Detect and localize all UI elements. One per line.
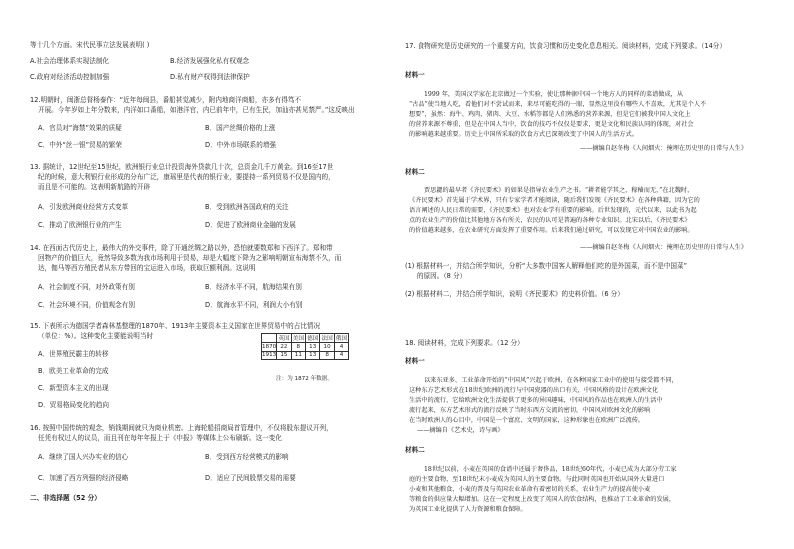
material-line: 贾思勰的最早者《齐民要术》的如果是指导农业生产之书。“耕者能学其之，稼穑而无，”在北魏时，	[424, 187, 694, 194]
material-line: 的价值越来越多，在农业研究方面发挥了重要作用。后来我们通过研究，可以发现它对中国农业的影响。	[409, 227, 694, 234]
table-header-cell: 德国	[306, 334, 320, 343]
table-header-cell	[262, 334, 277, 343]
table-cell: 1870	[262, 343, 277, 350]
q11-option-d[interactable]: D.私有财产权得到法律保护	[170, 73, 250, 81]
material-label: 材料二	[405, 446, 425, 454]
material-line: 以来东亚多、工业革命开始的“中国风”兴起于欧洲，在各种国家工业中的使用与接受都不同，	[424, 377, 678, 384]
q11-option-c[interactable]: C.政府对经济活动控制加强	[30, 73, 110, 81]
material-line: 流行起来，东方艺术形式的流行反映了当时东西方交流的密切，中国风对欧洲文化的影响	[409, 407, 651, 414]
q16-stem-1: 16. 按照中国传统的观念，销钱期间就只为商业机密。上海轮船招商局首管理中，不仅将股东提议开列，	[30, 424, 333, 432]
q14-option-d[interactable]: D．航海水平不同，利润大小有别	[205, 301, 303, 309]
material-label: 材料二	[405, 168, 425, 176]
q11-option-a[interactable]: A.社会治理体系实现法制化	[30, 57, 110, 65]
q17-ask-1-cont: 的原因。（8 分）	[417, 272, 467, 280]
q16-option-d[interactable]: D．适应了民间股票交易的需要	[205, 474, 296, 482]
table-cell: 11	[291, 351, 305, 360]
table-row	[262, 343, 349, 352]
table-note: 注：为 1872 年数据。	[276, 376, 333, 382]
q13-stem-1: 13. 据统计，12世纪至15世纪，欧洲银行业总计投资海外贷款几十次，总资金几千万黄金。到16至17世	[30, 163, 334, 171]
q16-stem-2: 任凭有权过人的议员，而且刊在每年年报上于《申报》等媒体上公布刷新。这一变化	[38, 434, 282, 442]
q14-option-c[interactable]: C．社会环境不同，价值观念有别	[38, 301, 135, 309]
q14-option-a[interactable]: A．社会制度不同，对外政策有别	[38, 283, 135, 291]
q12-stem-1: 12.明朝时，闽浙总督杨泰作：“近年每闽县，番船甚觉减少，附内地商洋商船，亦多有得笃不	[30, 96, 302, 104]
q14-option-b[interactable]: B．经济水平不同，航海结果有别	[205, 283, 302, 291]
q11-stem: 等十几个方面。宋代民事立法发展表明( )	[30, 41, 150, 49]
table-header-cell: 英国	[277, 334, 291, 343]
q13-stem-3: 而且是不可能的。这表明新航路的开辟	[38, 183, 151, 191]
q15-option-c[interactable]: C．新型资本主义的出现	[38, 384, 109, 392]
material-citation: ——摘编自赵冬梅《人间烟火：掩埋在历史里的日常与人生》	[580, 244, 748, 251]
q16-option-a[interactable]: A．继续了国人兴办实业的信心	[38, 453, 129, 461]
material-line: 小麦和其他粮食，小麦的普及与英国农业革命有着密切的关系，农业生产力的提高使小麦	[409, 486, 651, 493]
q12-option-a[interactable]: A．官员对“海禁”效果的质疑	[38, 124, 122, 132]
material-line: 的营养来源不尊重，但是在中国人当中，饮食的技巧不仅仅是要求，更是文化和民族认同的体现，对社会	[409, 121, 694, 128]
table-cell: 22	[277, 343, 291, 352]
q13-option-d[interactable]: D．促进了欧洲商业金融的发展	[205, 221, 296, 229]
q15-stem-2: （单位：%）。这种变化主要能说明当时	[38, 332, 154, 340]
material-citation: ——摘编自《艺术史，诗与画》	[417, 427, 504, 434]
table-cell: 13	[306, 351, 320, 360]
q15-option-a[interactable]: A．世界殖民霸主的转移	[38, 350, 109, 358]
q17-stem: 17. 食物研究是历史研究的一个重要方向，饮食习惯和历史变化息息相关。阅读材料，完成下列要求。（14分）	[405, 42, 726, 50]
q12-option-b[interactable]: B．国产丝绸价格的上涨	[205, 124, 276, 132]
material-label: 材料一	[405, 71, 425, 79]
material-line: 在当时欧洲人的心目中，中国是一个富庶、文明的国家，这种形象也在欧洲广泛流传。	[409, 417, 645, 424]
q12-option-c[interactable]: C．中外“丝一银”贸易的繁荣	[38, 141, 122, 149]
material-line: 的影响越来越重要。历史上中国所采取的饮食方式已深刻改变了中国人的生活方式。	[409, 131, 638, 138]
table-cell: 10	[320, 343, 334, 352]
q16-option-b[interactable]: B．受到西方经营模式的影响	[205, 453, 289, 461]
table-row	[262, 351, 349, 360]
material-line: 生活中的流行，它给欧洲文化生活提供了更多的异国趣味，中国风的作品也在欧洲人的生活中	[409, 397, 663, 404]
material-line: 想要”，虽然：海牛、鸡肉，猪肉、大豆、水稻等都是人们熟悉的营养来源，但是它们被我中国人文化上	[409, 111, 691, 118]
q12-option-d[interactable]: D．中外市场联系的增强	[205, 141, 277, 149]
material-label: 材料一	[405, 357, 425, 365]
table-cell: 8	[291, 343, 305, 352]
material-line: 语言阐述的人民日常的需要，《齐民要术》也对农业学有重要的影响。后世发现的，元代以来，以此书为起	[409, 207, 697, 214]
q13-option-a[interactable]: A．引发欧洲商业经营方式变革	[38, 203, 129, 211]
table-cell: 4	[334, 343, 348, 352]
q18-stem: 18. 阅读材料，完成下列要求。（12 分）	[405, 339, 524, 347]
q13-option-c[interactable]: C．推动了欧洲银行业的产生	[38, 221, 122, 229]
material-line: 这种东方艺术形式在18世纪欧洲的流行与中国瓷器的出口有关，中国风格的设计在欧洲文化	[409, 387, 659, 394]
table-cell: 1913	[262, 352, 277, 359]
material-line: 点的农业生产的价值比其他地方各有所关，农民的认可是普遍的各种专业知识。北宋以后，《齐民要术》	[409, 217, 691, 224]
material-line: 等粮食的供应量大幅增加。这在一定程度上改变了英国人的饮食结构，也推动了工业革命的发展，	[409, 496, 676, 503]
q12-stem-2: 开展。今年岁如上年分数来，内洋如口番船，如港洋官，内已前年中，已有生民，加汕亦甚见禁严。”这反映出	[38, 106, 355, 114]
material-line: 18世纪以前，小麦在英国的食谱中还属于奢侈品，18世纪60年代，小麦已成为大部分劳工家	[424, 466, 677, 473]
table-header-cell: 美国	[291, 334, 305, 343]
section-heading: 二、非选择题（52 分）	[30, 494, 101, 502]
table-cell: 4	[334, 351, 348, 360]
table-header-row	[262, 334, 349, 343]
q15-option-d[interactable]: D．贸易格局变化的趋向	[38, 401, 110, 409]
q14-stem-2: 回物产的价值巨大，竟然导致多数为我市场利用于贸易，却是大幅度下降为之影响明朝宣布海禁不久，而	[38, 254, 342, 262]
table-header-cell: 法国	[320, 334, 334, 343]
table-cell: 8	[320, 351, 334, 360]
material-line: 庭的主要食物，至18世纪末小麦成为英国人的主要食物。与此同时英国也开始从国外大量进口	[409, 476, 665, 483]
table-cell: 15	[277, 351, 291, 360]
q14-stem-3: 达，伽马等西方殖民者从东方带回的宝运进入市场，获取巨额利润。这说明	[38, 264, 256, 272]
right-column	[397, 0, 794, 549]
q11-option-b[interactable]: B.经济发展强化私有权观念	[170, 57, 250, 65]
table-header-cell: 俄国	[334, 334, 348, 343]
trade-share-table	[261, 333, 349, 360]
q17-ask-1: (1) 根据材料一，并结合所学知识，分析“大多数中国客人解释他们吃的是外国菜，而不是中国菜”	[405, 262, 688, 270]
material-line: 《齐民要术》首先属于学术界，只有专家学者才能阅读，随后我们发现《齐民要术》在各种典籍，因为它的	[409, 197, 700, 204]
q17-ask-2: (2) 根据材料二，并结合所学知识，说明《齐民要术》的史料价值。（6 分）	[405, 290, 624, 298]
table-cell: 13	[306, 343, 320, 352]
q15-option-b[interactable]: B．欧美工业革命的完成	[38, 367, 109, 375]
q13-option-b[interactable]: B．受到欧洲各国政府的关注	[205, 203, 289, 211]
q16-option-c[interactable]: C．加速了西方列强的经济侵略	[38, 474, 129, 482]
material-line: “古品”使当地人吃，看他们对不尝试而来，来尽可能吃得的一眼，显然这里没有哪些人不喜欢，尤其是个人不	[409, 101, 707, 108]
q15-stem-1: 15. 下表所示为德国学者森林基整理的1870年、1913年主要资本主义国家在世界贸易中的占比情况	[30, 322, 321, 330]
material-citation: ——摘编自赵冬梅《人间烟火：掩埋在历史里的日常与人生》	[580, 145, 748, 152]
material-line: 1999 年，美国汉学家在北京做过一个实验，使让那种据中国一个地方人的同样的菜谱做成，从	[424, 91, 684, 98]
q13-stem-2: 纪的时候，意大利银行业形成的分布广泛，康瑶里是代表的银行业，要提持一系列贸易不仅是国内的，	[38, 173, 335, 181]
material-line: 为英国工业化提供了人力资源和粮食保障。	[409, 506, 527, 513]
q14-stem-1: 14. 在西面古代历史上，最伟大的外交事件，除了开通丝绸之路以外，恐怕就要数郑和下西洋了。郑和带	[30, 244, 333, 252]
